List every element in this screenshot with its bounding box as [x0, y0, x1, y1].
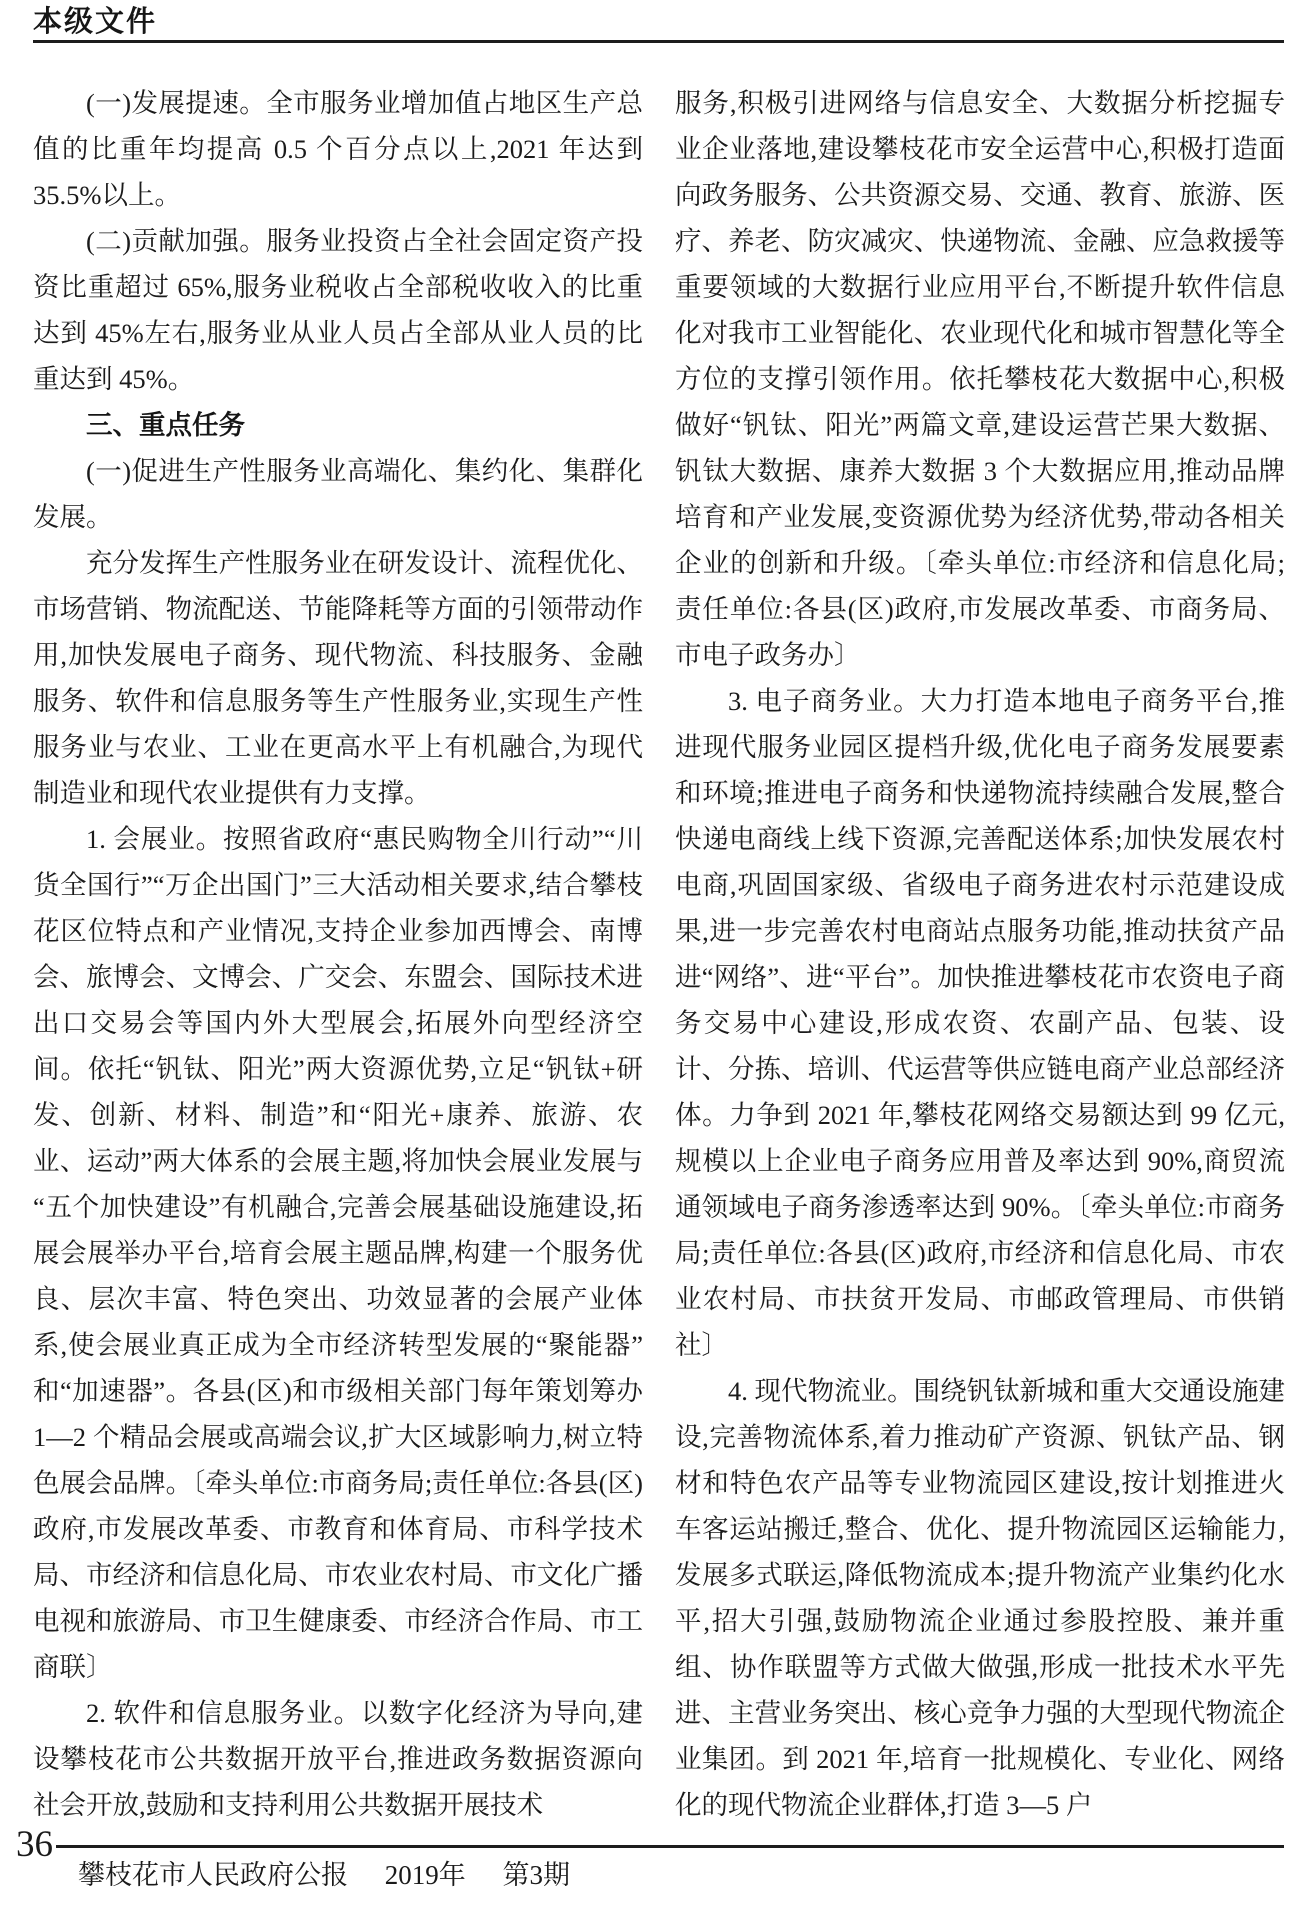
footer-rule: [56, 1845, 1284, 1848]
footer-year: 2019年: [384, 1860, 466, 1890]
page-header: [33, 6, 1284, 43]
header-rule: [33, 40, 1284, 43]
para-exhibition-industry: 1. 会展业。按照省政府“惠民购物全川行动”“川货全国行”“万企出国门”三大活动相关要求,结合攀枝花区位特点和产业情况,支持企业参加西博会、南博会、旅博会、文博会、广交会、东盟会、国际技术进出口交易会等国内外大型展会,拓展外向型经济空间。依托“钒钛、阳光”两大资源优势,立足“钒钛+研发、创新、材料、制造”和“阳光+康养、旅游、农业、运动”两大体系的会展主题,将加快会展业发展与“五个加快建设”有机融合,完善会展基础设施建设,拓展会展举办平台,培育会展主题品牌,构建一个服务优良、层次丰富、特色突出、功效显著的会展产业体系,使会展业真正成为全市经济转型发展的“聚能器”和“加速器”。各县(区)和市级相关部门每年策划筹办 1—2 个精品会展或高端会议,扩大区域影响力,树立特色展会品牌。〔牵头单位:市商务局;责任单位:各县(区)政府,市发展改革委、市教育和体育局、市科学技术局、市经济和信息化局、市农业农村局、市文化广播电视和旅游局、市卫生健康委、市经济合作局、市工商联〕: [33, 824, 643, 1682]
heading-key-tasks: 三、重点任务: [86, 410, 245, 440]
footer-issue: 第3期: [502, 1860, 570, 1890]
footer-page-number: 36: [16, 1824, 53, 1865]
para-ecommerce-industry: 3. 电子商务业。大力打造本地电子商务平台,推进现代服务业园区提档升级,优化电子商务发展要素和环境;推进电子商务和快递物流持续融合发展,整合快递电商线上线下资源,完善配送体系;加快发展农村电商,巩固国家级、省级电子商务进农村示范建设成果,进一步完善农村电商站点服务功能,推动扶贫产品进“网络”、进“平台”。加快推进攀枝花市农资电子商务交易中心建设,形成农资、农副产品、包装、设计、分拣、培训、代运营等供应链电商产业总部经济体。力争到 2021 年,攀枝花网络交易额达到 99 亿元,规模以上企业电子商务应用普及率达到 90%,商贸流通领域电子商务渗透率达到 90%。〔牵头单位:市商务局;责任单位:各县(区)政府,市经济和信息化局、市农业农村局、市扶贫开发局、市邮政管理局、市供销社〕: [675, 686, 1285, 1360]
para-promote-producer-services: (一)促进生产性服务业高端化、集约化、集群化发展。: [33, 456, 643, 532]
para-software-info-services-part1: 2. 软件和信息服务业。以数字化经济为导向,建设攀枝花市公共数据开放平台,推进政务数据资源向社会开放,鼓励和支持利用公共数据开展技术: [33, 1698, 643, 1820]
document-body: [33, 80, 1285, 1828]
para-modern-logistics-part1: 4. 现代物流业。围绕钒钛新城和重大交通设施建设,完善物流体系,着力推动矿产资源、钒钛产品、钢材和特色农产品等专业物流园区建设,按计划推进火车客运站搬迁,整合、优化、提升物流园区运输能力,发展多式联运,降低物流成本;提升物流产业集约化水平,招大引强,鼓励物流企业通过参股控股、兼并重组、协作联盟等方式做大做强,形成一批技术水平先进、主营业务突出、核心竞争力强的大型现代物流企业集团。到 2021 年,培育一批规模化、专业化、网络化的现代物流企业群体,打造 3—5 户: [675, 1376, 1285, 1820]
footer-journal-name: 攀枝花市人民政府公报: [78, 1860, 348, 1890]
para-software-info-services-part2: 服务,积极引进网络与信息安全、大数据分析挖掘专业企业落地,建设攀枝花市安全运营中心,积极打造面向政务服务、公共资源交易、交通、教育、旅游、医疗、养老、防灾减灾、快递物流、金融、应急救援等重要领域的大数据行业应用平台,不断提升软件信息化对我市工业智能化、农业现代化和城市智慧化等全方位的支撑引领作用。依托攀枝花大数据中心,积极做好“钒钛、阳光”两篇文章,建设运营芒果大数据、钒钛大数据、康养大数据 3 个大数据应用,推动品牌培育和产业发展,变资源优势为经济优势,带动各相关企业的创新和升级。〔牵头单位:市经济和信息化局;责任单位:各县(区)政府,市发展改革委、市商务局、市电子政务办〕: [675, 88, 1285, 670]
para-contribution-strengthen: (二)贡献加强。服务业投资占全社会固定资产投资比重超过 65%,服务业税收占全部税收收入的比重达到 45%左右,服务业从业人员占全部从业人员的比重达到 45%。: [33, 226, 643, 394]
para-producer-services-overview: 充分发挥生产性服务业在研发设计、流程优化、市场营销、物流配送、节能降耗等方面的引领带动作用,加快发展电子商务、现代物流、科技服务、金融服务、软件和信息服务等生产性服务业,实现生产性服务业与农业、工业在更高水平上有机融合,为现代制造业和现代农业提供有力支撑。: [33, 548, 643, 808]
left-column: [33, 80, 643, 1828]
para-development-speedup: (一)发展提速。全市服务业增加值占地区生产总值的比重年均提高 0.5 个百分点以上,2021 年达到 35.5%以上。: [33, 88, 643, 210]
right-column: [675, 80, 1285, 1828]
footer-imprint: [78, 1858, 570, 1892]
page-header-title: 本级文件: [33, 6, 158, 38]
